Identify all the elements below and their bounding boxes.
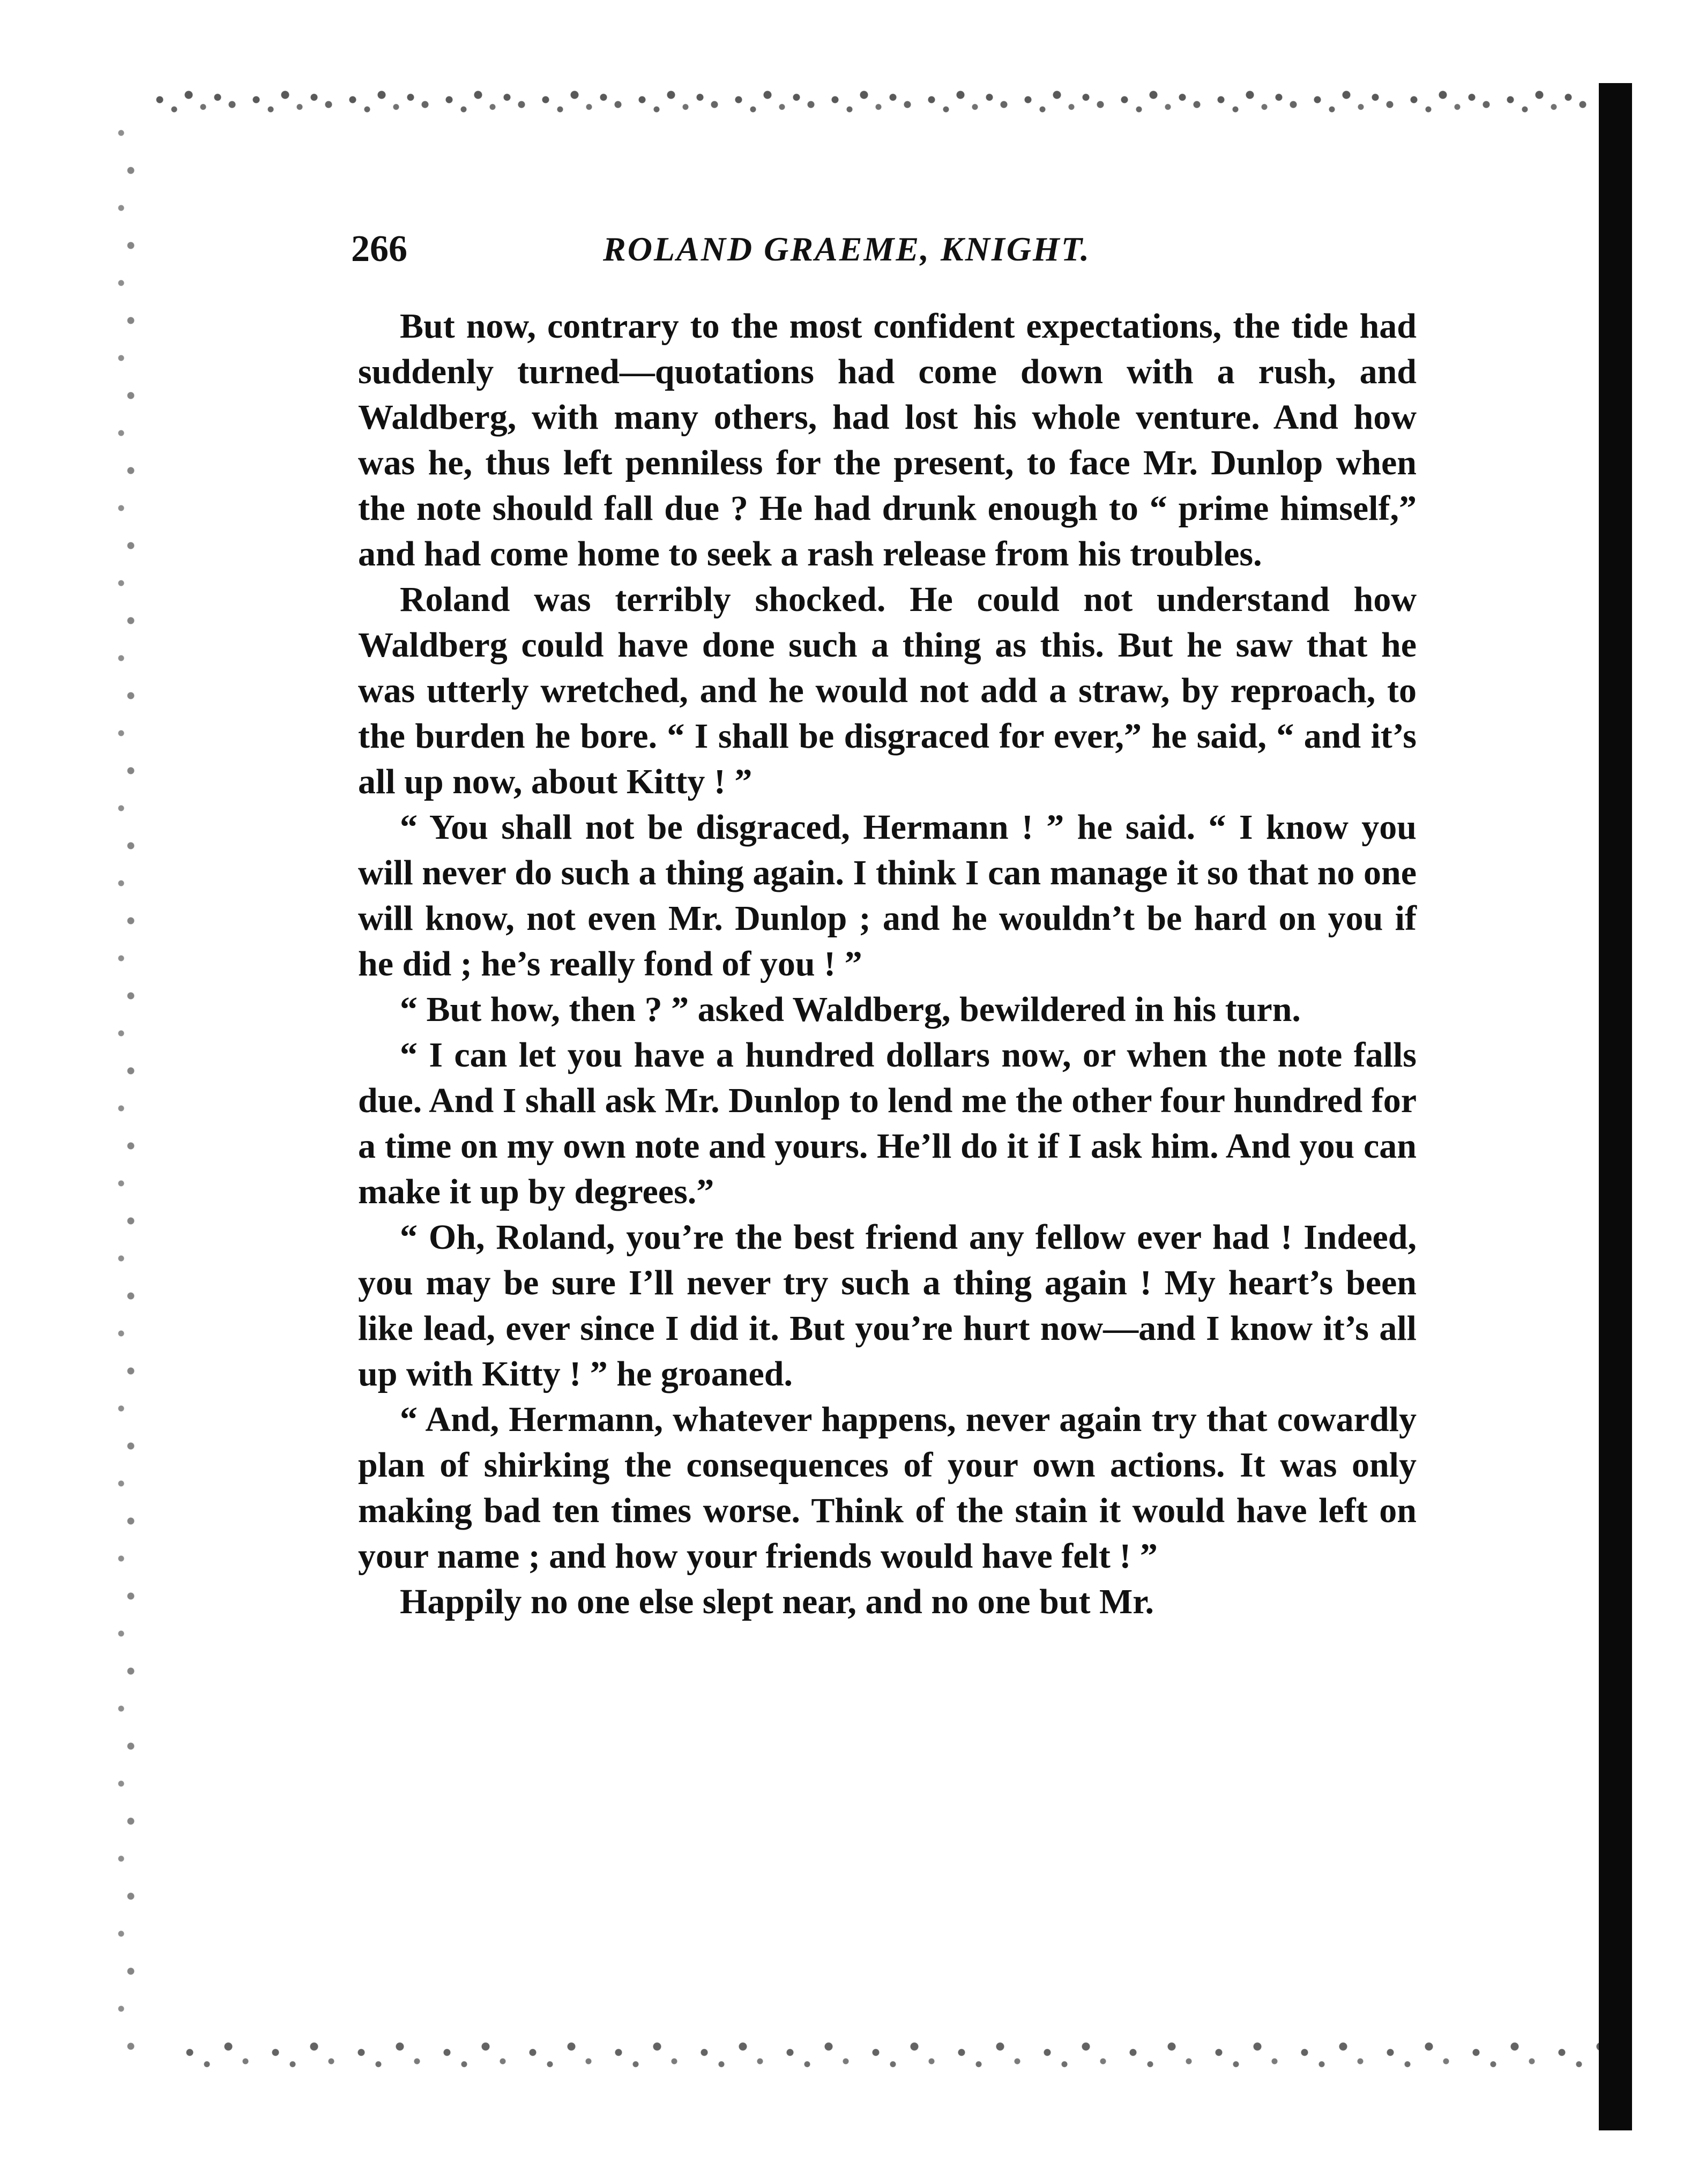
running-title: ROLAND GRAEME, KNIGHT. xyxy=(603,230,1091,268)
scan-edge-top xyxy=(150,80,1619,129)
scan-edge-bottom xyxy=(177,2026,1619,2085)
page-header xyxy=(351,220,1439,279)
body-text xyxy=(358,303,1417,1624)
paragraph: “ I can let you have a hundred dollars now, or when the note falls due. And I shall ask Mr. Dunlop to lend me the other four hundred for a time on my own note and yours. He’ll do it if I ask him. And you can make it up by degrees.” xyxy=(358,1035,1417,1211)
paragraph: “ Oh, Roland, you’re the best friend any fellow ever had ! Indeed, you may be sure I’ll never try such a thing again ! My heart’s been like lead, ever since I did it. But you’re hurt now—and I know it’s all up with Kitty ! ” he groaned. xyxy=(358,1218,1417,1393)
paragraph: “ But how, then ? ” asked Waldberg, bewildered in his turn. xyxy=(400,990,1301,1029)
paragraph: Roland was terribly shocked. He could not understand how Waldberg could have done such a thing as this. But he saw that he was utterly wretched, and he would not add a straw, by reproach, to the burden he bore. “ I shall be disgraced for ever,” he said, “ and it’s all up now, about Kitty ! ” xyxy=(358,580,1417,801)
scan-edge-left xyxy=(102,118,150,2074)
paragraph: Happily no one else slept near, and no one but Mr. xyxy=(400,1582,1154,1621)
paragraph: “ And, Hermann, whatever happens, never again try that cowardly plan of shirking the consequences of your own actions. It was only making bad ten times worse. Think of the stain it would have left on your name ; and how your friends would have felt ! ” xyxy=(358,1400,1417,1576)
scan-edge-right-bar xyxy=(1599,83,1632,2130)
paragraph: But now, contrary to the most confident expectations, the tide had suddenly turned—quotations had come down with a rush, and Waldberg, with many others, had lost his whole venture. And how was he, thus left penniless for the present, to face Mr. Dunlop when the note should fall due ? He had drunk enough to “ prime himself,” and had come home to seek a rash release from his troubles. xyxy=(358,307,1417,573)
paragraph: “ You shall not be disgraced, Hermann ! ” he said. “ I know you will never do such a thing again. I think I can manage it so that no one will know, not even Mr. Dunlop ; and he wouldn’t be hard on you if he did ; he’s really fond of you ! ” xyxy=(358,808,1417,983)
page-number: 266 xyxy=(351,228,407,270)
